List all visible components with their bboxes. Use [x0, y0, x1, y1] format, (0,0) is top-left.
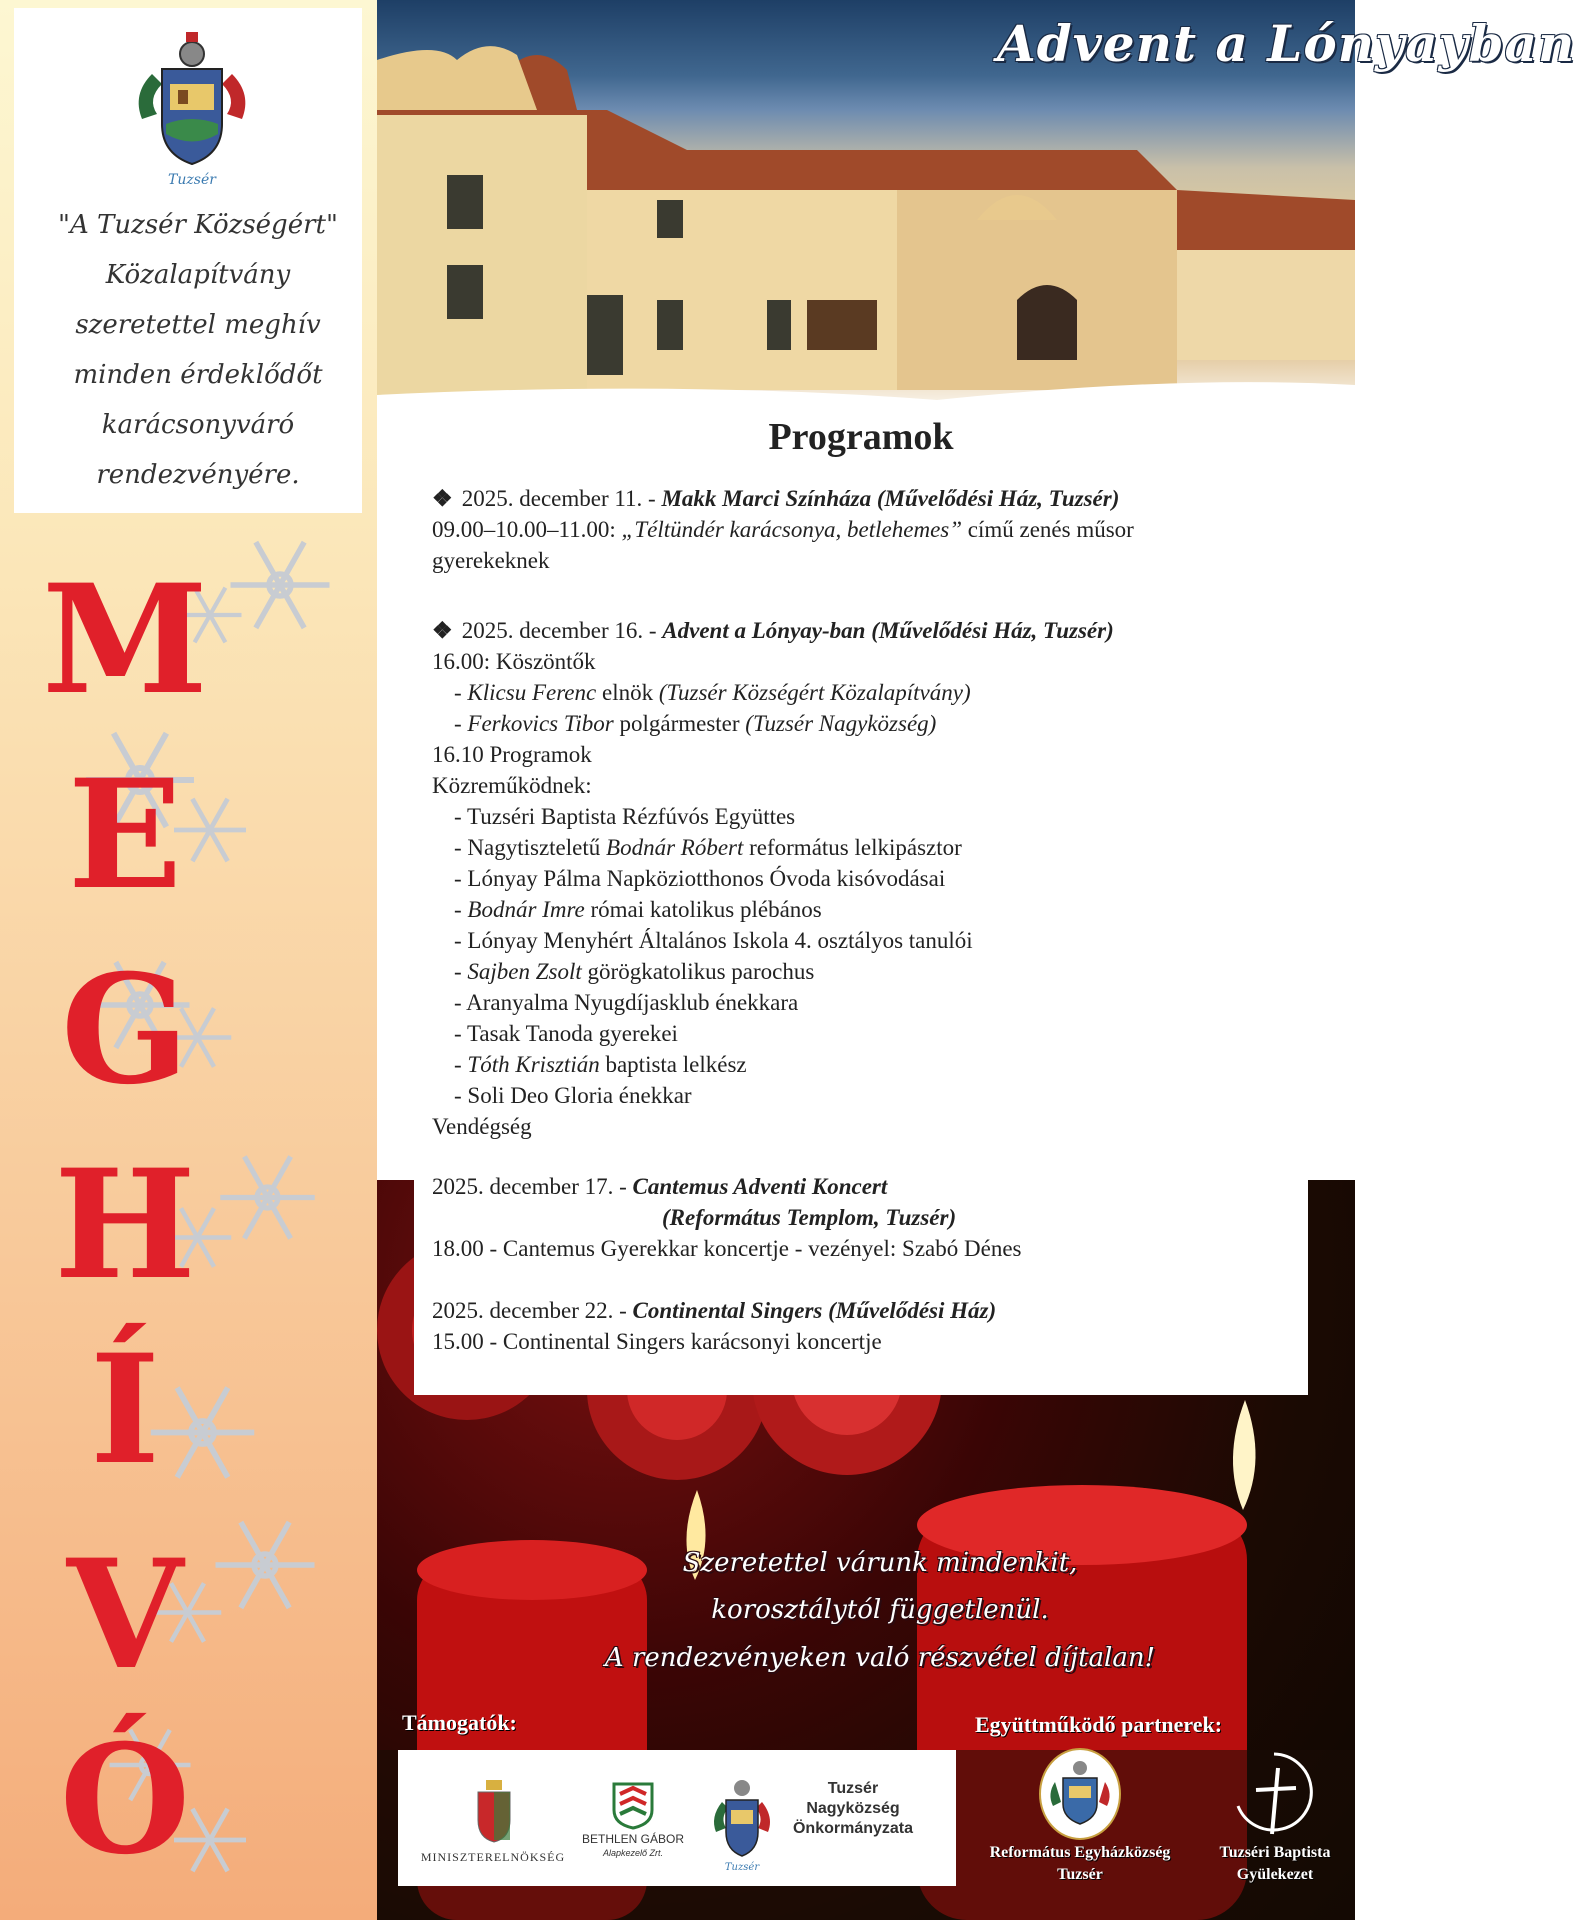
event-place: (Református Templom, Tuzsér) [662, 1205, 957, 1230]
contributor-item: - Tuzséri Baptista Rézfúvós Együttes [454, 804, 796, 829]
contributors-label: Közreműködnek: [432, 773, 592, 798]
partners-label: Együttműködő partnerek: [975, 1712, 1223, 1737]
contributor-prefix: - Nagytiszteletű [454, 835, 607, 860]
ministry-name: MINISZTERELNÖKSÉG [420, 1850, 566, 1864]
svg-text:Tuzsér: Tuzsér [168, 172, 216, 188]
event-december-11 [432, 483, 1134, 576]
dash: - [454, 1052, 468, 1077]
partner-line: Gyülekezet [1236, 1866, 1314, 1883]
speaker-role: polgármester [613, 711, 746, 736]
invitation-box [14, 8, 362, 513]
manor-house-photo [377, 0, 1575, 420]
contributor-item: - Lónyay Pálma Napköziotthonos Óvoda kisóvodásai [454, 866, 946, 891]
baptist-church-name [1200, 1842, 1350, 1886]
closing-line-2: korosztálytól függetlenül. [711, 1595, 1049, 1625]
partner-line: Református Egyházközség [989, 1844, 1171, 1861]
event-date: 2025. december 16. - [461, 618, 663, 643]
invite-line: "A Tuzsér Községért" [58, 210, 338, 240]
speaker-name: Klicsu Ferenc [467, 680, 597, 705]
dash: - [454, 959, 468, 984]
dash: - [454, 680, 468, 705]
speaker-org: (Tuzsér Községért Közalapítvány) [658, 680, 971, 705]
invite-line: rendezvényére. [96, 460, 300, 490]
meghivo-letter: V [66, 1527, 184, 1703]
left-column [0, 0, 377, 1920]
program-line: 16.10 Programok [432, 742, 592, 767]
event-date: 2025. december 22. - [432, 1298, 633, 1323]
contributor-role: római katolikus plébános [584, 897, 822, 922]
invite-line: Közalapítvány [105, 260, 291, 290]
tuzser-municipality-line2: Nagyközség [806, 1800, 900, 1817]
invitation-text [34, 200, 362, 500]
contributor-name: Sajben Zsolt [467, 959, 582, 984]
event-desc-rest: című zenés műsor [962, 517, 1134, 542]
reformed-church-seal-icon [1039, 1748, 1121, 1840]
contributor-item: - Aranyalma Nyugdíjasklub énekkara [454, 990, 799, 1015]
partner-line: Tuzsér [1057, 1866, 1103, 1883]
invite-line: szeretettel meghív [75, 310, 321, 340]
event-detail: 18.00 - Cantemus Gyerekkar koncertje - vezényel: Szabó Dénes [432, 1236, 1022, 1261]
contributor-item: - Tasak Tanoda gyerekei [454, 1021, 678, 1046]
speaker-role: elnök [596, 680, 659, 705]
dash: - [454, 711, 468, 736]
program-title: Programok [768, 416, 954, 458]
bullet-icon: ❖ [432, 618, 453, 643]
meghivo-letter: H [54, 1137, 196, 1313]
meghivo-letter: M [41, 552, 209, 728]
event-date: 2025. december 17. - [432, 1174, 633, 1199]
bethlen-gabor-subtitle: Alapkezelő Zrt. [602, 1848, 664, 1858]
invite-line: minden érdeklődőt [73, 360, 323, 390]
event-name: Makk Marci Színháza (Művelődési Ház, Tuzsér) [661, 486, 1120, 511]
closing-line-1: Szeretettel várunk mindenkit, [682, 1548, 1078, 1578]
event-desc-line2: gyerekeknek [432, 548, 550, 573]
sponsors-label: Támogatók: [402, 1710, 517, 1735]
contributor-name: Bodnár Róbert [606, 835, 744, 860]
contributor-item: - Lónyay Menyhért Általános Iskola 4. osztályos tanulói [454, 928, 973, 953]
closing-item: Vendégség [432, 1114, 532, 1139]
meghivo-letter: Í [89, 1322, 161, 1498]
bethlen-gabor-logo-icon [610, 1780, 656, 1830]
event-name: Cantemus Adventi Koncert [632, 1174, 888, 1199]
speaker-name: Ferkovics Tibor [467, 711, 614, 736]
contributor-item: - Soli Deo Gloria énekkar [454, 1083, 692, 1108]
header-title: Advent a Lónyayban [997, 14, 1575, 73]
sponsors-logos [398, 1750, 956, 1886]
event-december-16 [432, 615, 1114, 1142]
tuzser-crest-icon [122, 24, 262, 189]
event-detail: 15.00 - Continental Singers karácsonyi koncertje [432, 1329, 882, 1354]
contributor-role: baptista lelkész [599, 1052, 747, 1077]
closing-line-3: A rendezvényeken való részvétel díjtalan! [604, 1643, 1156, 1673]
contributor-name: Bodnár Imre [467, 897, 585, 922]
program-box [414, 405, 1308, 1395]
meghivo-letter: G [60, 942, 190, 1118]
bethlen-gabor-name: BETHLEN GÁBOR [581, 1832, 685, 1846]
tuzser-municipality-line1: Tuzsér [827, 1780, 879, 1797]
event-december-17 [432, 1171, 1021, 1264]
contributor-role: református lelkipásztor [743, 835, 962, 860]
svg-text:Tuzsér: Tuzsér [724, 1862, 760, 1873]
greeting-line: 16.00: Köszöntők [432, 649, 596, 674]
tuzser-municipality-line3: Önkormányzata [792, 1820, 914, 1837]
baptist-church-logo-icon [1226, 1748, 1322, 1840]
speaker-org: (Tuzsér Nagyközség) [745, 711, 937, 736]
contributor-name: Tóth Krisztián [467, 1052, 600, 1077]
ministry-crest-icon [476, 1780, 512, 1842]
event-name: Advent a Lónyay-ban (Művelődési Ház, Tuzsér) [662, 618, 1114, 643]
meghivo-letter: Ó [59, 1712, 191, 1888]
tuzser-crest-icon [706, 1772, 778, 1872]
partner-line: Tuzséri Baptista [1219, 1844, 1331, 1861]
reformed-church-name [960, 1842, 1200, 1886]
dash: - [454, 897, 468, 922]
event-december-22 [432, 1295, 996, 1357]
event-desc: „Téltündér karácsonya, betlehemes” [621, 517, 963, 542]
contributor-role: görögkatolikus parochus [581, 959, 815, 984]
event-name: Continental Singers (Művelődési Ház) [632, 1298, 997, 1323]
bullet-icon: ❖ [432, 486, 453, 511]
invite-line: karácsonyváró [101, 410, 295, 440]
snowflake-icon [210, 1510, 320, 1620]
meghivo-letter: E [67, 747, 183, 923]
event-time: 09.00–10.00–11.00: [432, 517, 622, 542]
event-date: 2025. december 11. - [461, 486, 662, 511]
